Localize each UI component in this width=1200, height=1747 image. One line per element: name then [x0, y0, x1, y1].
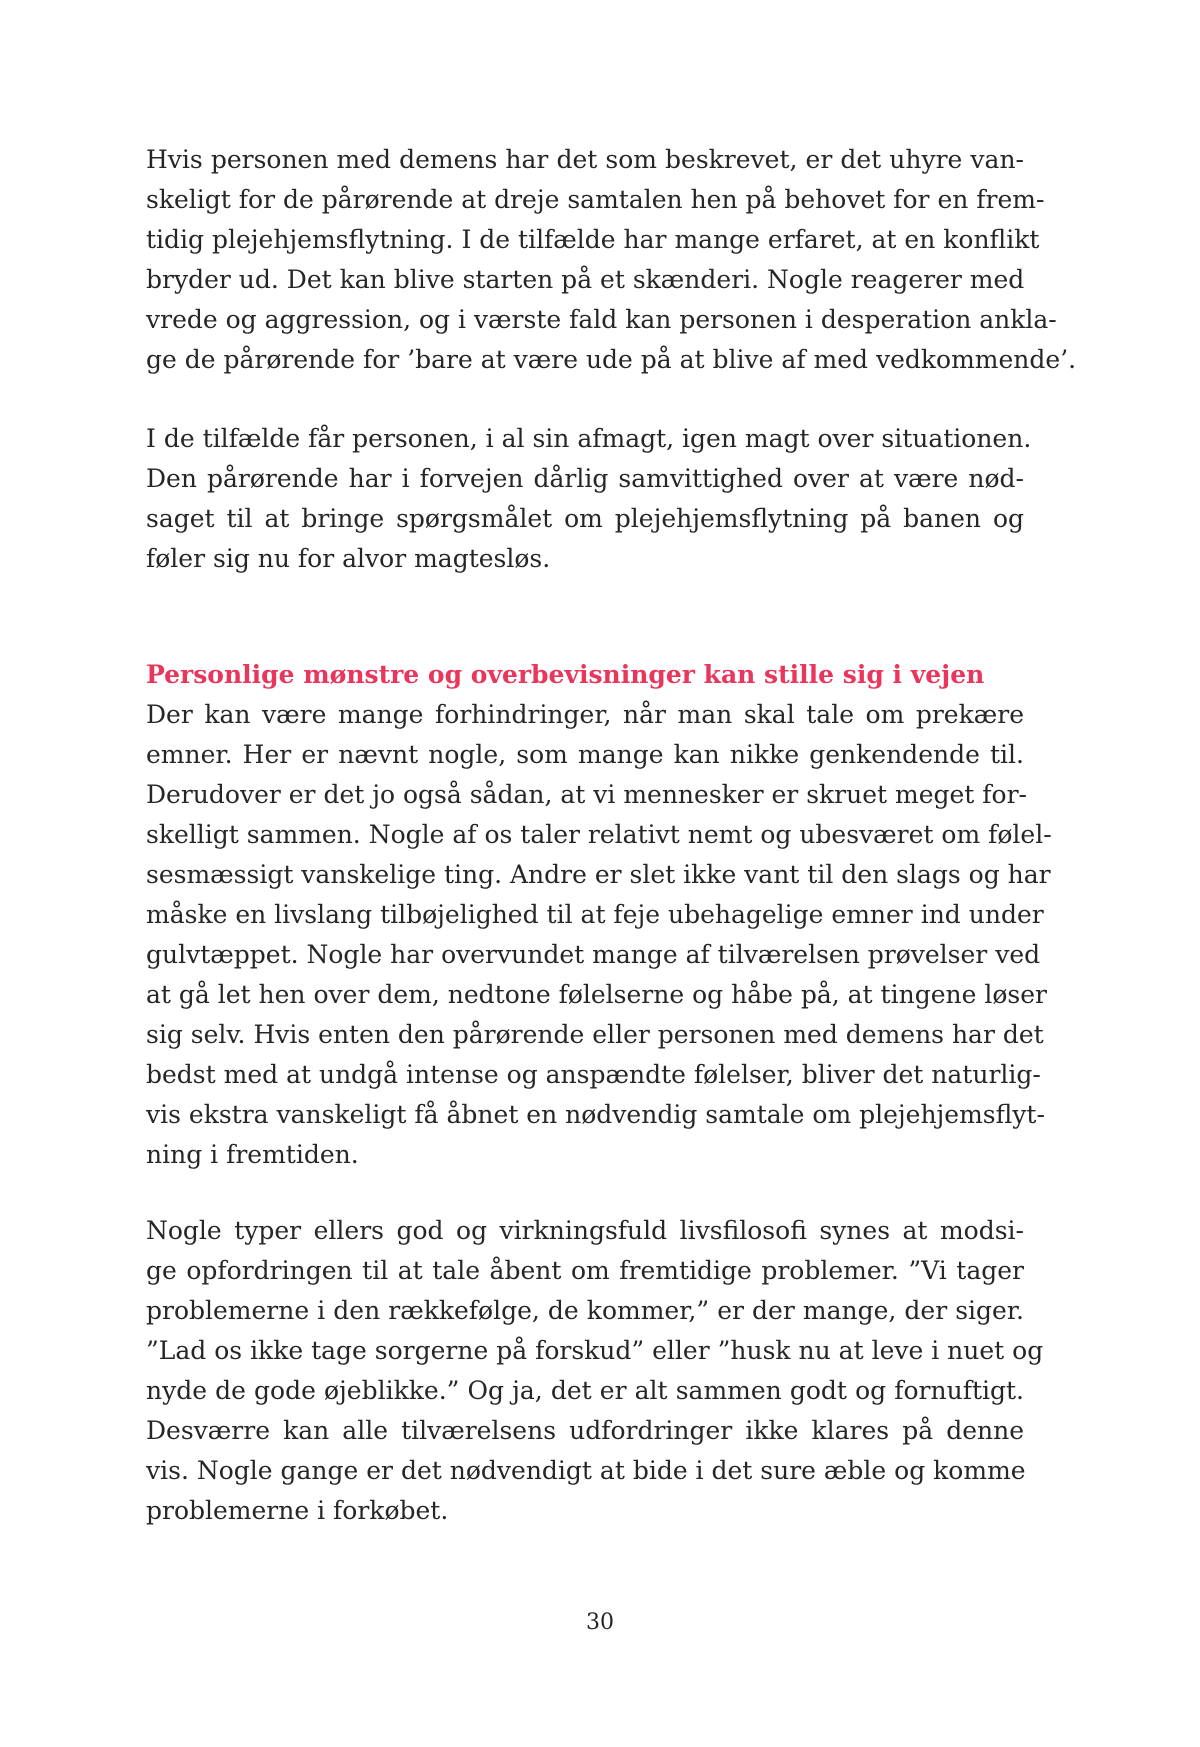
paragraph-line: ge de pårørende for ’bare at være ude på at blive af med vedkommende’.: [146, 345, 1077, 374]
paragraph-line: nyde de gode øjeblikke.” Og ja, det er alt sammen godt og fornuftigt.: [146, 1376, 1024, 1405]
paragraph-line: gulvtæppet. Nogle har overvundet mange af tilværelsen prøvelser ved: [146, 940, 1041, 969]
paragraph-line: emner. Her er nævnt nogle, som mange kan nikke genkendende til.: [146, 740, 1024, 769]
paragraph-line: Der kan være mange forhindringer, når man skal tale om prekære: [146, 700, 1024, 729]
paragraph-line: skelligt sammen. Nogle af os taler relativt nemt og ubesværet om følel-: [146, 820, 1052, 849]
paragraph-line: Derudover er det jo også sådan, at vi mennesker er skruet meget for-: [146, 780, 1028, 809]
paragraph-line: problemerne i den rækkefølge, de kommer,” er der mange, der siger.: [146, 1296, 1024, 1325]
paragraph-line: ning i fremtiden.: [146, 1140, 359, 1169]
paragraph-line: sesmæssigt vanskelige ting. Andre er slet ikke vant til den slags og har: [146, 860, 1051, 889]
paragraph-4: [146, 1211, 1044, 1531]
paragraph-line: tidig plejehjemsflytning. I de tilfælde har mange erfaret, at en konflikt: [146, 225, 1040, 254]
paragraph-line: bryder ud. Det kan blive starten på et skænderi. Nogle reagerer med: [146, 265, 1025, 294]
paragraph-line: vis. Nogle gange er det nødvendigt at bide i det sure æble og komme: [146, 1456, 1026, 1485]
paragraph-line: ”Lad os ikke tage sorgerne på forskud” eller ”husk nu at leve i nuet og: [146, 1336, 1044, 1365]
paragraph-line: måske en livslang tilbøjelighed til at feje ubehagelige emner ind under: [146, 900, 1044, 929]
paragraph-line: Nogle typer ellers god og virkningsfuld livsfilosofi synes at modsi-: [146, 1216, 1024, 1245]
paragraph-line: vis ekstra vanskeligt få åbnet en nødvendig samtale om plejehjemsflyt-: [146, 1100, 1045, 1129]
paragraph-line: I de tilfælde får personen, i al sin afmagt, igen magt over situationen.: [146, 424, 1032, 453]
paragraph-3: [146, 695, 1052, 1175]
paragraph-1: [146, 140, 1077, 380]
paragraph-line: Den pårørende har i forvejen dårlig samvittighed over at være nød-: [146, 464, 1024, 493]
paragraph-2: [146, 419, 1032, 579]
paragraph-line: Desværre kan alle tilværelsens udfordringer ikke klares på denne: [146, 1416, 1024, 1445]
paragraph-line: problemerne i forkøbet.: [146, 1496, 449, 1525]
paragraph-line: vrede og aggression, og i værste fald kan personen i desperation ankla-: [146, 305, 1057, 334]
paragraph-line: at gå let hen over dem, nedtone følelserne og håbe på, at tingene løser: [146, 980, 1047, 1009]
paragraph-line: føler sig nu for alvor magtesløs.: [146, 544, 551, 573]
paragraph-line: bedst med at undgå intense og anspændte følelser, bliver det naturlig-: [146, 1060, 1041, 1089]
paragraph-line: saget til at bringe spørgsmålet om plejehjemsflytning på banen og: [146, 504, 1024, 533]
paragraph-line: Hvis personen med demens har det som beskrevet, er det uhyre van-: [146, 145, 1024, 174]
paragraph-line: sig selv. Hvis enten den pårørende eller personen med demens har det: [146, 1020, 1044, 1049]
paragraph-line: skeligt for de pårørende at dreje samtalen hen på behovet for en frem-: [146, 185, 1045, 214]
section-heading: Personlige mønstre og overbevisninger kan stille sig i vejen: [146, 660, 985, 689]
paragraph-line: ge opfordringen til at tale åbent om fremtidige problemer. ”Vi tager: [146, 1256, 1024, 1285]
page-number: 30: [586, 1610, 614, 1635]
